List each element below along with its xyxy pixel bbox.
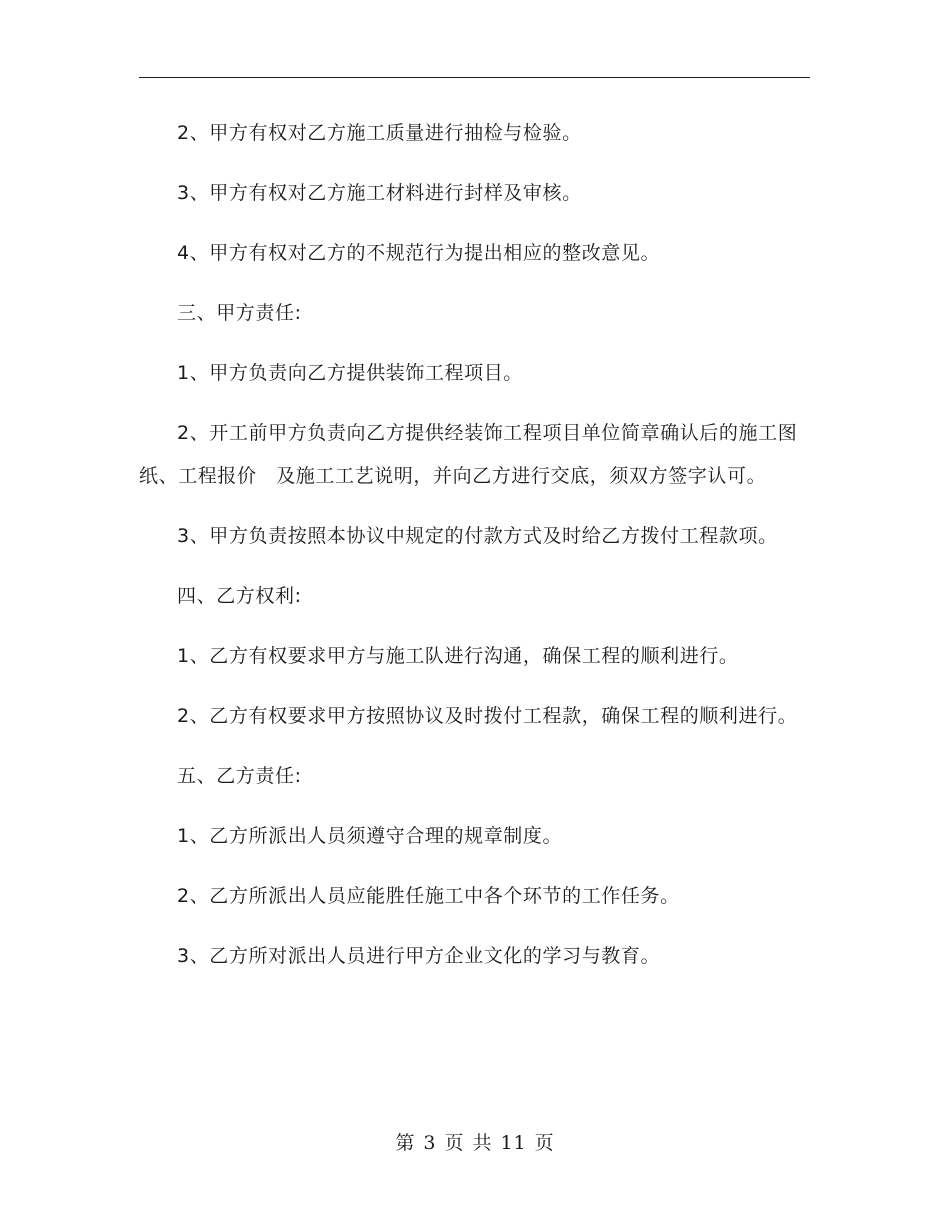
current-page-number: 3	[423, 1132, 437, 1154]
paragraph: 1、乙方有权要求甲方与施工队进行沟通，确保工程的顺利进行。	[177, 645, 739, 667]
total-label: 共	[472, 1132, 493, 1154]
paragraph: 3、甲方有权对乙方施工材料进行封样及审核。	[177, 182, 582, 204]
page-label-suffix: 页	[534, 1132, 555, 1154]
page-label-mid: 页	[444, 1132, 465, 1154]
header-rule	[139, 77, 810, 78]
paragraph: 2、乙方有权要求甲方按照协议及时拨付工程款，确保工程的顺利进行。	[177, 705, 798, 727]
section-heading: 四、乙方权利:	[177, 585, 302, 607]
paragraph: 2、开工前甲方负责向乙方提供经装饰工程项目单位简章确认后的施工图纸、工程报价 及施工工艺说明，并向乙方进行交底，须双方签字认可。	[139, 422, 798, 487]
paragraph: 3、甲方负责按照本协议中规定的付款方式及时给乙方拨付工程款项。	[177, 525, 778, 547]
paragraph: 2、甲方有权对乙方施工质量进行抽检与检验。	[177, 122, 582, 144]
section-heading: 五、乙方责任:	[177, 765, 302, 787]
paragraph: 1、甲方负责向乙方提供装饰工程项目。	[177, 362, 523, 384]
paragraph: 3、乙方所对派出人员进行甲方企业文化的学习与教育。	[177, 945, 661, 967]
total-pages-number: 11	[500, 1132, 527, 1154]
section-heading: 三、甲方责任:	[177, 302, 302, 324]
paragraph: 2、乙方所派出人员应能胜任施工中各个环节的工作任务。	[177, 885, 680, 907]
paragraph: 1、乙方所派出人员须遵守合理的规章制度。	[177, 825, 563, 847]
page-footer	[0, 1128, 950, 1155]
document-body	[139, 112, 810, 978]
page-label-prefix: 第	[395, 1132, 416, 1154]
paragraph: 4、甲方有权对乙方的不规范行为提出相应的整改意见。	[177, 242, 661, 264]
